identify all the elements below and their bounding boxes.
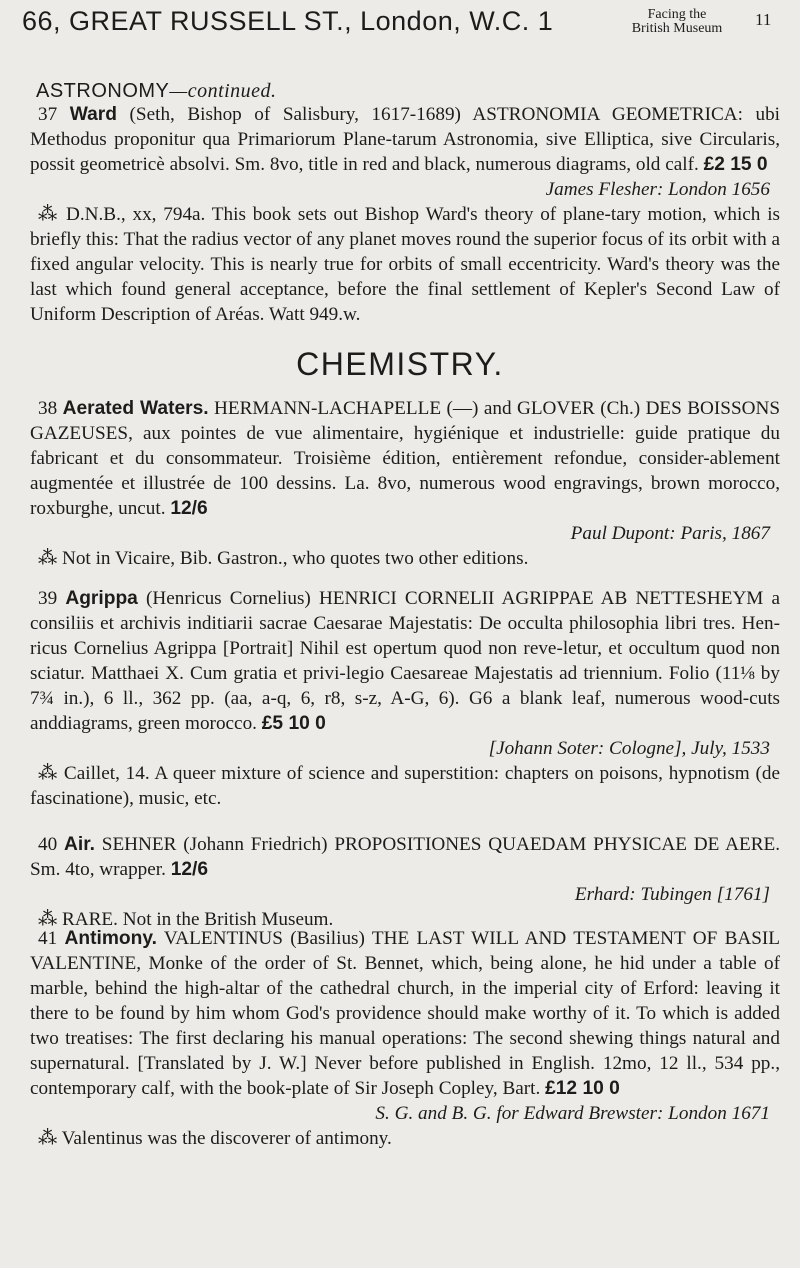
- section-heading-chemistry: CHEMISTRY.: [296, 346, 504, 382]
- entry-price: £12 10 0: [545, 1078, 620, 1099]
- running-head: 66, GREAT RUSSELL ST., London, W.C. 1: [22, 6, 554, 36]
- entry-subject: Agrippa: [65, 588, 138, 609]
- entry-imprint: [Johann Soter: Cologne], July, 1533: [488, 738, 770, 759]
- entry-note: ⁂ D.N.B., xx, 794a. This book sets out Bishop Ward's theory of plane-tary motion, which is briefly this: That the radius vector of any planet moves round the superior focus of its orbit with a fixed angular velocity. This is nearly true for orbits of small eccentricity. Ward's theory was the last which found general acceptance, before the final settlement of Kepler's Second Law of Uniform Description of Aréas. Watt 949.w.: [30, 204, 780, 325]
- entry-description: (Seth, Bishop of Salisbury, 1617-1689) ASTRONOMIA GEOMETRICA: ubi Methodus proponitur qua Primariorum Plane-tarum Astronomia, sive Elliptica, sive Circularis, possit geometricè absolvi. Sm. 8vo, title in red and black, numerous diagrams, old calf.: [30, 104, 781, 175]
- entry-subject: Ward: [69, 104, 117, 125]
- entry-number: 38: [38, 398, 58, 419]
- entry-number: 37: [38, 104, 58, 125]
- entry-note: ⁂ Not in Vicaire, Bib. Gastron., who quotes two other editions.: [38, 548, 529, 569]
- catalogue-entry-39: [30, 586, 780, 811]
- entry-description: SEHNER (Johann Friedrich) PROPOSITIONES QUAEDAM PHYSICAE DE AERE. Sm. 4to, wrapper.: [30, 834, 781, 880]
- entry-note: ⁂ Caillet, 14. A queer mixture of science and superstition: chapters on poisons, hypnotism (de fascinatione), music, etc.: [30, 763, 780, 809]
- entry-imprint: Erhard: Tubingen [1761]: [574, 884, 770, 905]
- section-name: ASTRONOMY: [36, 80, 170, 102]
- entry-description: (Henricus Cornelius) HENRICI CORNELII AGRIPPAE AB NETTESHEYM a consiliis et archivis inditiarii sacrae Caesarae Majestatis: De occulta philosophia libri tres. Hen-ricus Cornelius Agrippa [Portrait] Nihil est opertum quod non reve-letur, et occultum quod non sciatur. Matthaei X. Cum gratia et privi-legio Caesareae Majestatis ad triennium. Folio (11⅛ by 7¾ in.), 6 ll., 362 pp. (aa, a-q, 6, r8, s-z, A-G, 6). G6 a blank leaf, numerous wood-cuts anddiagrams, green morocco.: [30, 588, 781, 734]
- catalogue-entry-40: [30, 832, 780, 932]
- entry-price: 12/6: [170, 859, 209, 880]
- facing-line-2: British Museum: [631, 21, 723, 36]
- entry-note: ⁂ Valentinus was the discoverer of antimony.: [38, 1128, 392, 1149]
- entry-number: 39: [38, 588, 58, 609]
- catalogue-entry-41: [30, 926, 780, 1151]
- entry-subject: Aerated Waters.: [62, 398, 209, 419]
- entry-subject: Air.: [64, 834, 95, 855]
- entry-description: VALENTINUS (Basilius) THE LAST WILL AND TESTAMENT OF BASIL VALENTINE, Monke of the order of St. Bennet, which, being alone, he hid under a table of marble, behind the high-altar of the cathedral church, in the imperial city of Erford: leaving it there to be found by him whom God's providence should make worthy of it. To which is added two treatises: The first declaring his manual operations: The second shewing things natural and supernatural. [Translated by J. W.] Never before published in English. 12mo, 12 ll., 534 pp., contemporary calf, with the book-plate of Sir Joseph Copley, Bart.: [30, 928, 781, 1099]
- entry-note: ⁂ RARE. Not in the British Museum.: [38, 909, 334, 930]
- entry-imprint: Paul Dupont: Paris, 1867: [570, 523, 770, 544]
- catalogue-entry-37: [30, 102, 780, 327]
- catalogue-entry-38: [30, 396, 780, 571]
- entry-imprint: James Flesher: London 1656: [545, 179, 770, 200]
- entry-subject: Antimony.: [64, 928, 157, 949]
- entry-number: 40: [38, 834, 58, 855]
- entry-imprint: S. G. and B. G. for Edward Brewster: London 1671: [375, 1103, 770, 1124]
- entry-price: £2 15 0: [703, 154, 768, 175]
- entry-price: £5 10 0: [261, 713, 326, 734]
- page-header: [22, 6, 792, 58]
- facing-note: [612, 8, 742, 36]
- facing-line-1: Facing the: [647, 7, 707, 22]
- entry-number: 41: [38, 928, 58, 949]
- page-number: 11: [755, 10, 772, 29]
- section-continued-heading: [36, 80, 277, 103]
- continued-label: —continued.: [169, 80, 277, 102]
- entry-description: HERMANN-LACHAPELLE (—) and GLOVER (Ch.) DES BOISSONS GAZEUSES, aux pointes de vue alimentaire, hygiénique et industrielle: guide pratique du fabricant et du consommateur. Troisième édition, entièrement refondue, consider-ablement augmentée et illustrée de 100 dessins. La. 8vo, numerous wood engravings, brown morocco, roxburghe, uncut.: [30, 398, 781, 519]
- entry-price: 12/6: [170, 498, 208, 519]
